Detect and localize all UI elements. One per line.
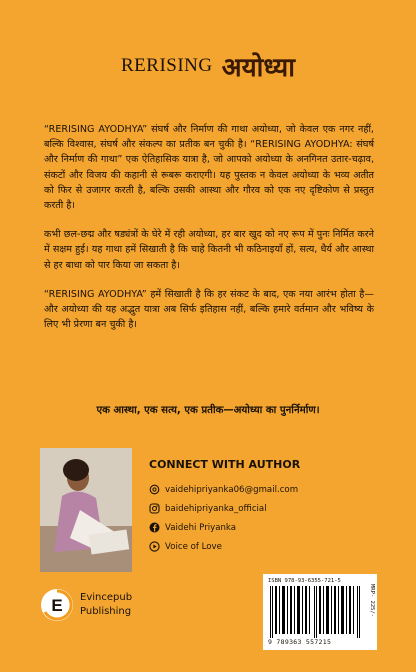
facebook-icon — [149, 522, 160, 533]
blurb — [44, 122, 374, 346]
contact-email[interactable] — [149, 480, 298, 499]
tagline: एक आस्था, एक सत्य, एक प्रतीक—अयोध्या का पुनर्निर्माण। — [96, 405, 320, 416]
contact-email-text: vaidehipriyanka06@gmail.com — [165, 484, 299, 495]
mrp-text: MRP- 225/- — [369, 584, 375, 618]
contact-youtube[interactable] — [149, 537, 298, 556]
publisher-name-line1: Evincepub — [80, 592, 133, 603]
barcode-bars — [268, 586, 366, 638]
instagram-icon — [149, 503, 160, 514]
barcode-number: 9 789363 557215 — [268, 638, 332, 646]
contact-facebook-text: Vaidehi Priyanka — [165, 522, 237, 533]
publisher-name-line2: Publishing — [80, 606, 132, 617]
publisher-block — [40, 588, 132, 622]
contact-instagram-text: baidehipriyanka_official — [165, 503, 267, 514]
youtube-icon — [149, 541, 160, 552]
paragraph-1: “RERISING AYODHYA” संघर्ष और निर्माण की गाथा अयोध्या, जो केवल एक नगर नहीं, बल्कि विश्वास, संघर्ष और संकल्प का प्रतीक बन चुकी है। “RERISING AYODHYA: संघर्ष और निर्माण की गाथा” एक ऐतिहासिक यात्रा है, जो आपको अयोध्या के अनगिनत उतार-चढ़ाव, संकटों और विजय की कहानी से रूबरू कराएगी। यह पुस्तक न केवल अयोध्या के भव्य अतीत को फिर से उजागर करती है, बल्कि उसकी आस्था और गौरव को एक नए दृष्टिकोण से प्रस्तुत करती है। — [44, 124, 374, 212]
connect-heading: CONNECT WITH AUTHOR — [149, 458, 301, 471]
contact-instagram[interactable] — [149, 499, 298, 518]
book-title — [0, 48, 416, 84]
author-contacts — [149, 480, 298, 556]
author-photo — [40, 448, 132, 572]
contact-youtube-text: Voice of Love — [165, 541, 222, 552]
contact-facebook[interactable] — [149, 518, 298, 537]
title-latin: RERISING — [121, 55, 213, 76]
paragraph-3: “RERISING AYODHYA” हमें सिखाती है कि हर संकट के बाद, एक नया आरंभ होता है—और अयोध्या की यह अद्भुत यात्रा अब सिर्फ इतिहास नहीं, बल्कि हमारे वर्तमान और भविष्य के लिए भी प्रेरणा बन चुकी है। — [44, 288, 374, 331]
barcode-block — [263, 574, 377, 650]
publisher-logo — [40, 588, 74, 622]
publisher-logo-letter: E — [51, 596, 63, 615]
isbn-text: ISBN 978-93-6355-721-5 — [268, 578, 341, 584]
title-devanagari: अयोध्या — [221, 53, 295, 83]
paragraph-2: कभी छल-छद्म और षड्यंत्रों के घेरे में रही अयोध्या, हर बार खुद को नए रूप में पुनः निर्मित करने में सक्षम हुई। यह गाथा हमें सिखाती है कि चाहे कितनी भी कठिनाइयाँ हों, सत्य, धैर्य और आस्था से हर बाधा को पार किया जा सकता है। — [44, 229, 374, 271]
email-icon — [149, 484, 160, 495]
